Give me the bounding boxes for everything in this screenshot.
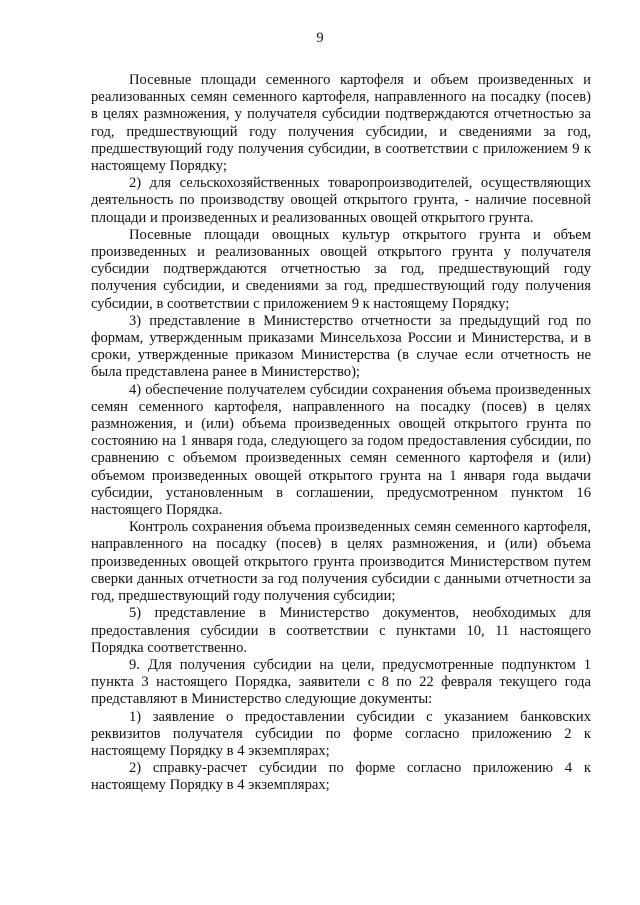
paragraph-seed-potato-areas: Посевные площади семенного картофеля и объем произведенных и реализованных семян семенного картофеля, направленного на посадку (посев) в целях размножения, у получателя субсидии подтверждаются отчетностью за год, предшествующий году получения субсидии, и сведениями за год, предшествующий году получения субсидии, в соответствии с приложением 9 к настоящему Порядку; xyxy=(91,72,591,175)
paragraph-doc-1-application: 1) заявление о предоставлении субсидии с указанием банковских реквизитов получателя субсидии по форме согласно приложению 2 к настоящему Порядку в 4 экземплярах; xyxy=(91,708,591,759)
paragraph-doc-2-calculation: 2) справку-расчет субсидии по форме согласно приложению 4 к настоящему Порядку в 4 экземплярах; xyxy=(91,760,591,794)
document-body xyxy=(91,72,591,795)
paragraph-item-5-documents: 5) представление в Министерство документов, необходимых для предоставления субсидии в соответствии с пунктами 10, 11 настоящего Порядка соответственно. xyxy=(91,605,591,656)
paragraph-item-2-vegetable-producers: 2) для сельскохозяйственных товаропроизводителей, осуществляющих деятельность по производству овощей открытого грунта, - наличие посевной площади и произведенных и реализованных овощей открытого грунта. xyxy=(91,175,591,226)
paragraph-volume-control: Контроль сохранения объема произведенных семян семенного картофеля, направленного на посадку (посев) в целях размножения, и (или) объема произведенных овощей открытого грунта производится Министерством путем сверки данных отчетности за год получения субсидии с данными отчетности за год, предшествующий году получения субсидии; xyxy=(91,519,591,605)
paragraph-item-4-volume-preservation: 4) обеспечение получателем субсидии сохранения объема произведенных семян семенного картофеля, направленного на посадку (посев) в целях размножения, и (или) объема произведенных овощей открытого грунта по состоянию на 1 января года, следующего за годом предоставления субсидии, по сравнению с объемом произведенных семян семенного картофеля и (или) объемом произведенных овощей открытого грунта на 1 января года выдачи субсидии, установленным в соглашении, предусмотренном пунктом 16 настоящего Порядка. xyxy=(91,381,591,519)
page-number: 9 xyxy=(316,30,324,46)
paragraph-section-9: 9. Для получения субсидии на цели, предусмотренные подпунктом 1 пункта 3 настоящего Порядка, заявители с 8 по 22 февраля текущего года представляют в Министерство следующие документы: xyxy=(91,656,591,708)
paragraph-vegetable-areas: Посевные площади овощных культур открытого грунта и объем произведенных и реализованных овощей открытого грунта у получателя субсидии подтверждаются отчетностью за год, предшествующий году получения субсидии, и сведениями за год, предшествующий году получения субсидии, в соответствии с приложением 9 к настоящему Порядку; xyxy=(91,226,591,312)
paragraph-item-3-reporting: 3) представление в Министерство отчетности за предыдущий год по формам, утвержденным приказами Минсельхоза России и Министерства, и в сроки, утвержденные приказом Министерства (в случае если отчетность не была представлена ранее в Министерство); xyxy=(91,312,591,381)
